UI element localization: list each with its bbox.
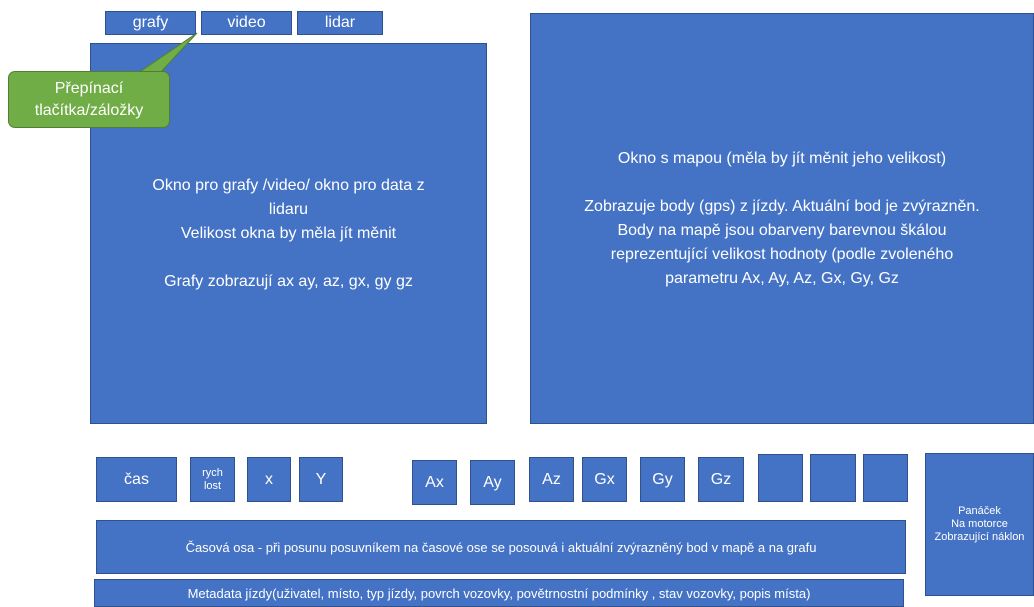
map-panel-line-4: reprezentující velikost hodnoty (podle zvoleného — [610, 245, 954, 263]
timeline-slider[interactable] — [96, 520, 906, 574]
callout-line-2: tlačítka/záložky — [34, 101, 144, 119]
graph-panel-line-1: Okno pro grafy /video/ okno pro data z — [152, 176, 425, 194]
tab-video-label: video — [227, 14, 266, 31]
graph-panel-line-2: lidaru — [268, 200, 309, 218]
map-panel-line-2: Zobrazuje body (gps) z jízdy. Aktuální bod je zvýrazněn. — [584, 197, 980, 215]
metadata-label: Metadata jízdy(uživatel, místo, typ jízdy, povrch vozovky, povětrnostní podmínky , stav vozovky, popis místa) — [187, 585, 811, 601]
tab-grafy-label: grafy — [132, 14, 169, 31]
y-button[interactable] — [299, 457, 343, 502]
az-button[interactable] — [529, 457, 574, 502]
gy-button-label: Gy — [652, 470, 673, 488]
az-button-label: Az — [542, 470, 561, 488]
gy-button[interactable] — [640, 457, 685, 502]
graph-panel-line-3: Velikost okna by měla jít měnit — [180, 224, 397, 242]
gx-button-label: Gx — [594, 470, 615, 488]
ay-button[interactable] — [470, 460, 515, 505]
empty-button-3[interactable] — [863, 454, 908, 502]
timeline-label: Časová osa - při posunu posuvníkem na časové ose se posouvá i aktuální zvýrazněný bod v mapě a na grafu — [185, 539, 817, 555]
ay-button-label: Ay — [483, 473, 502, 491]
tab-lidar[interactable] — [297, 11, 383, 35]
rider-panel-line-2: Na motorce — [951, 518, 1008, 530]
rider-panel-line-1: Panáček — [958, 505, 1001, 517]
map-panel-line-5: parametru Ax, Ay, Az, Gx, Gy, Gz — [665, 269, 899, 287]
speed-button-label-2: lost — [203, 479, 222, 492]
empty-button-2[interactable] — [810, 454, 856, 502]
rider-lean-panel — [925, 453, 1034, 596]
tab-video[interactable] — [201, 11, 292, 35]
ax-button-label: Ax — [425, 473, 444, 491]
speed-button-label-1: rych — [202, 466, 223, 479]
empty-button-1[interactable] — [758, 454, 803, 502]
gz-button[interactable] — [698, 457, 744, 502]
x-button[interactable] — [247, 457, 291, 502]
tab-lidar-label: lidar — [324, 14, 356, 31]
y-button-label: Y — [315, 470, 327, 488]
gz-button-label: Gz — [710, 470, 732, 488]
callout-line-1: Přepínací — [54, 79, 124, 97]
speed-button[interactable] — [190, 457, 235, 502]
map-panel[interactable] — [530, 13, 1034, 424]
map-panel-line-3: Body na mapě jsou obarveny barevnou škálou — [617, 221, 947, 239]
time-button-label: čas — [124, 470, 149, 488]
ride-metadata-bar — [94, 579, 904, 607]
time-button[interactable] — [96, 457, 177, 502]
ax-button[interactable] — [412, 460, 457, 505]
rider-panel-line-3: Zobrazující náklon — [934, 531, 1025, 543]
tabs-callout — [8, 71, 170, 128]
gx-button[interactable] — [582, 457, 627, 502]
map-panel-line-1: Okno s mapou (měla by jít měnit jeho velikost) — [617, 149, 947, 167]
x-button-label: x — [265, 470, 273, 488]
graph-panel-line-4: Grafy zobrazují ax ay, az, gx, gy gz — [164, 272, 413, 290]
tab-grafy[interactable] — [105, 11, 196, 35]
